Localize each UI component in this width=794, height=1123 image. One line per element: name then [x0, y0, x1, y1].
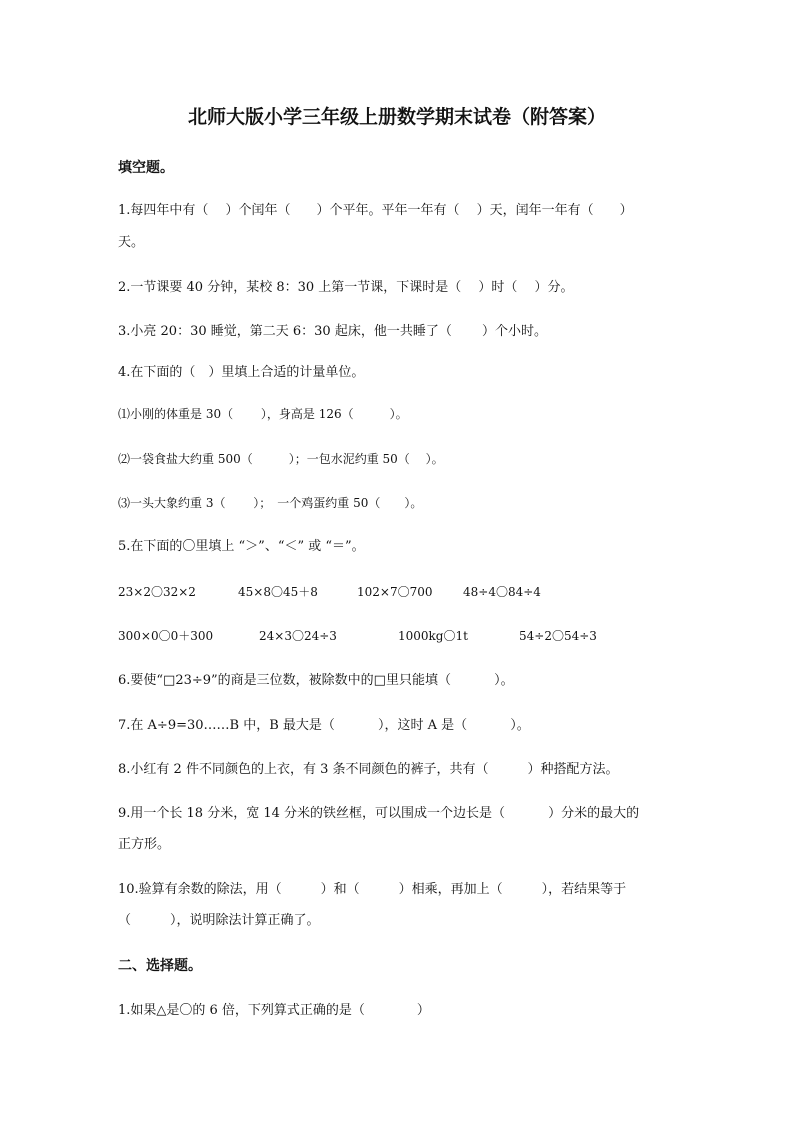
question-4-sub-3: ⑶一头大象约重 3（ ）； 一个鸡蛋约重 50（ ）。	[118, 496, 423, 510]
question-8: 8.小红有 2 件不同颜色的上衣，有 3 条不同颜色的裤子，共有（ ）种搭配方法。	[118, 762, 619, 777]
question-9-line-1: 9.用一个长 18 分米，宽 14 分米的铁丝框，可以围成一个边长是（ ）分米的最大的	[118, 806, 640, 821]
question-4-stem: 4.在下面的（ ）里填上合适的计量单位。	[118, 365, 365, 380]
section-heading-multiple-choice: 二、选择题。	[118, 958, 202, 974]
question-2: 2.一节课要 40 分钟，某校 8：30 上第一节课，下课时是（ ）时（ ）分。	[118, 280, 574, 295]
question-10-line-2: （ ），说明除法计算正确了。	[118, 913, 320, 928]
page-title: 北师大版小学三年级上册数学期末试卷（附答案）	[187, 106, 606, 128]
question-4-sub-2: ⑵一袋食盐大约重 500（ ）；一包水泥约重 50（ ）。	[118, 452, 444, 466]
choice-question-1: 1.如果△是〇的 6 倍，下列算式正确的是（ ）	[118, 1003, 430, 1018]
comparison-item: 300×0〇0＋300	[118, 629, 214, 643]
comparison-item: 102×7〇700	[357, 585, 433, 599]
comparison-item: 24×3〇24÷3	[259, 629, 337, 643]
comparison-item: 54÷2〇54÷3	[519, 629, 597, 643]
question-1-line-1: 1.每四年中有（ ）个闰年（ ）个平年。平年一年有（ ）天，闰年一年有（ ）	[118, 203, 633, 218]
question-3: 3.小亮 20：30 睡觉，第二天 6：30 起床，他一共睡了（ ）个小时。	[118, 324, 547, 339]
section-heading-fill-blank: 填空题。	[118, 160, 174, 176]
question-5-stem: 5.在下面的〇里填上 “＞”、“＜” 或 “＝”。	[118, 539, 365, 554]
question-4-sub-1: ⑴小刚的体重是 30（ ），身高是 126（ ）。	[118, 407, 408, 421]
comparison-item: 1000kg〇1t	[398, 629, 468, 643]
question-10-line-1: 10.验算有余数的除法，用（ ）和（ ）相乘，再加上（ ），若结果等于	[118, 882, 627, 897]
question-6: 6.要使“□23÷9”的商是三位数，被除数中的□里只能填（ ）。	[118, 673, 514, 688]
question-9-line-2: 正方形。	[118, 837, 171, 852]
comparison-item: 48÷4〇84÷4	[463, 585, 541, 599]
question-7: 7.在 A÷9=30……B 中，B 最大是（ ），这时 A 是（ ）。	[118, 718, 530, 733]
comparison-item: 45×8〇45＋8	[238, 585, 318, 599]
comparison-item: 23×2〇32×2	[118, 585, 196, 599]
question-1-line-2: 天。	[118, 235, 145, 250]
